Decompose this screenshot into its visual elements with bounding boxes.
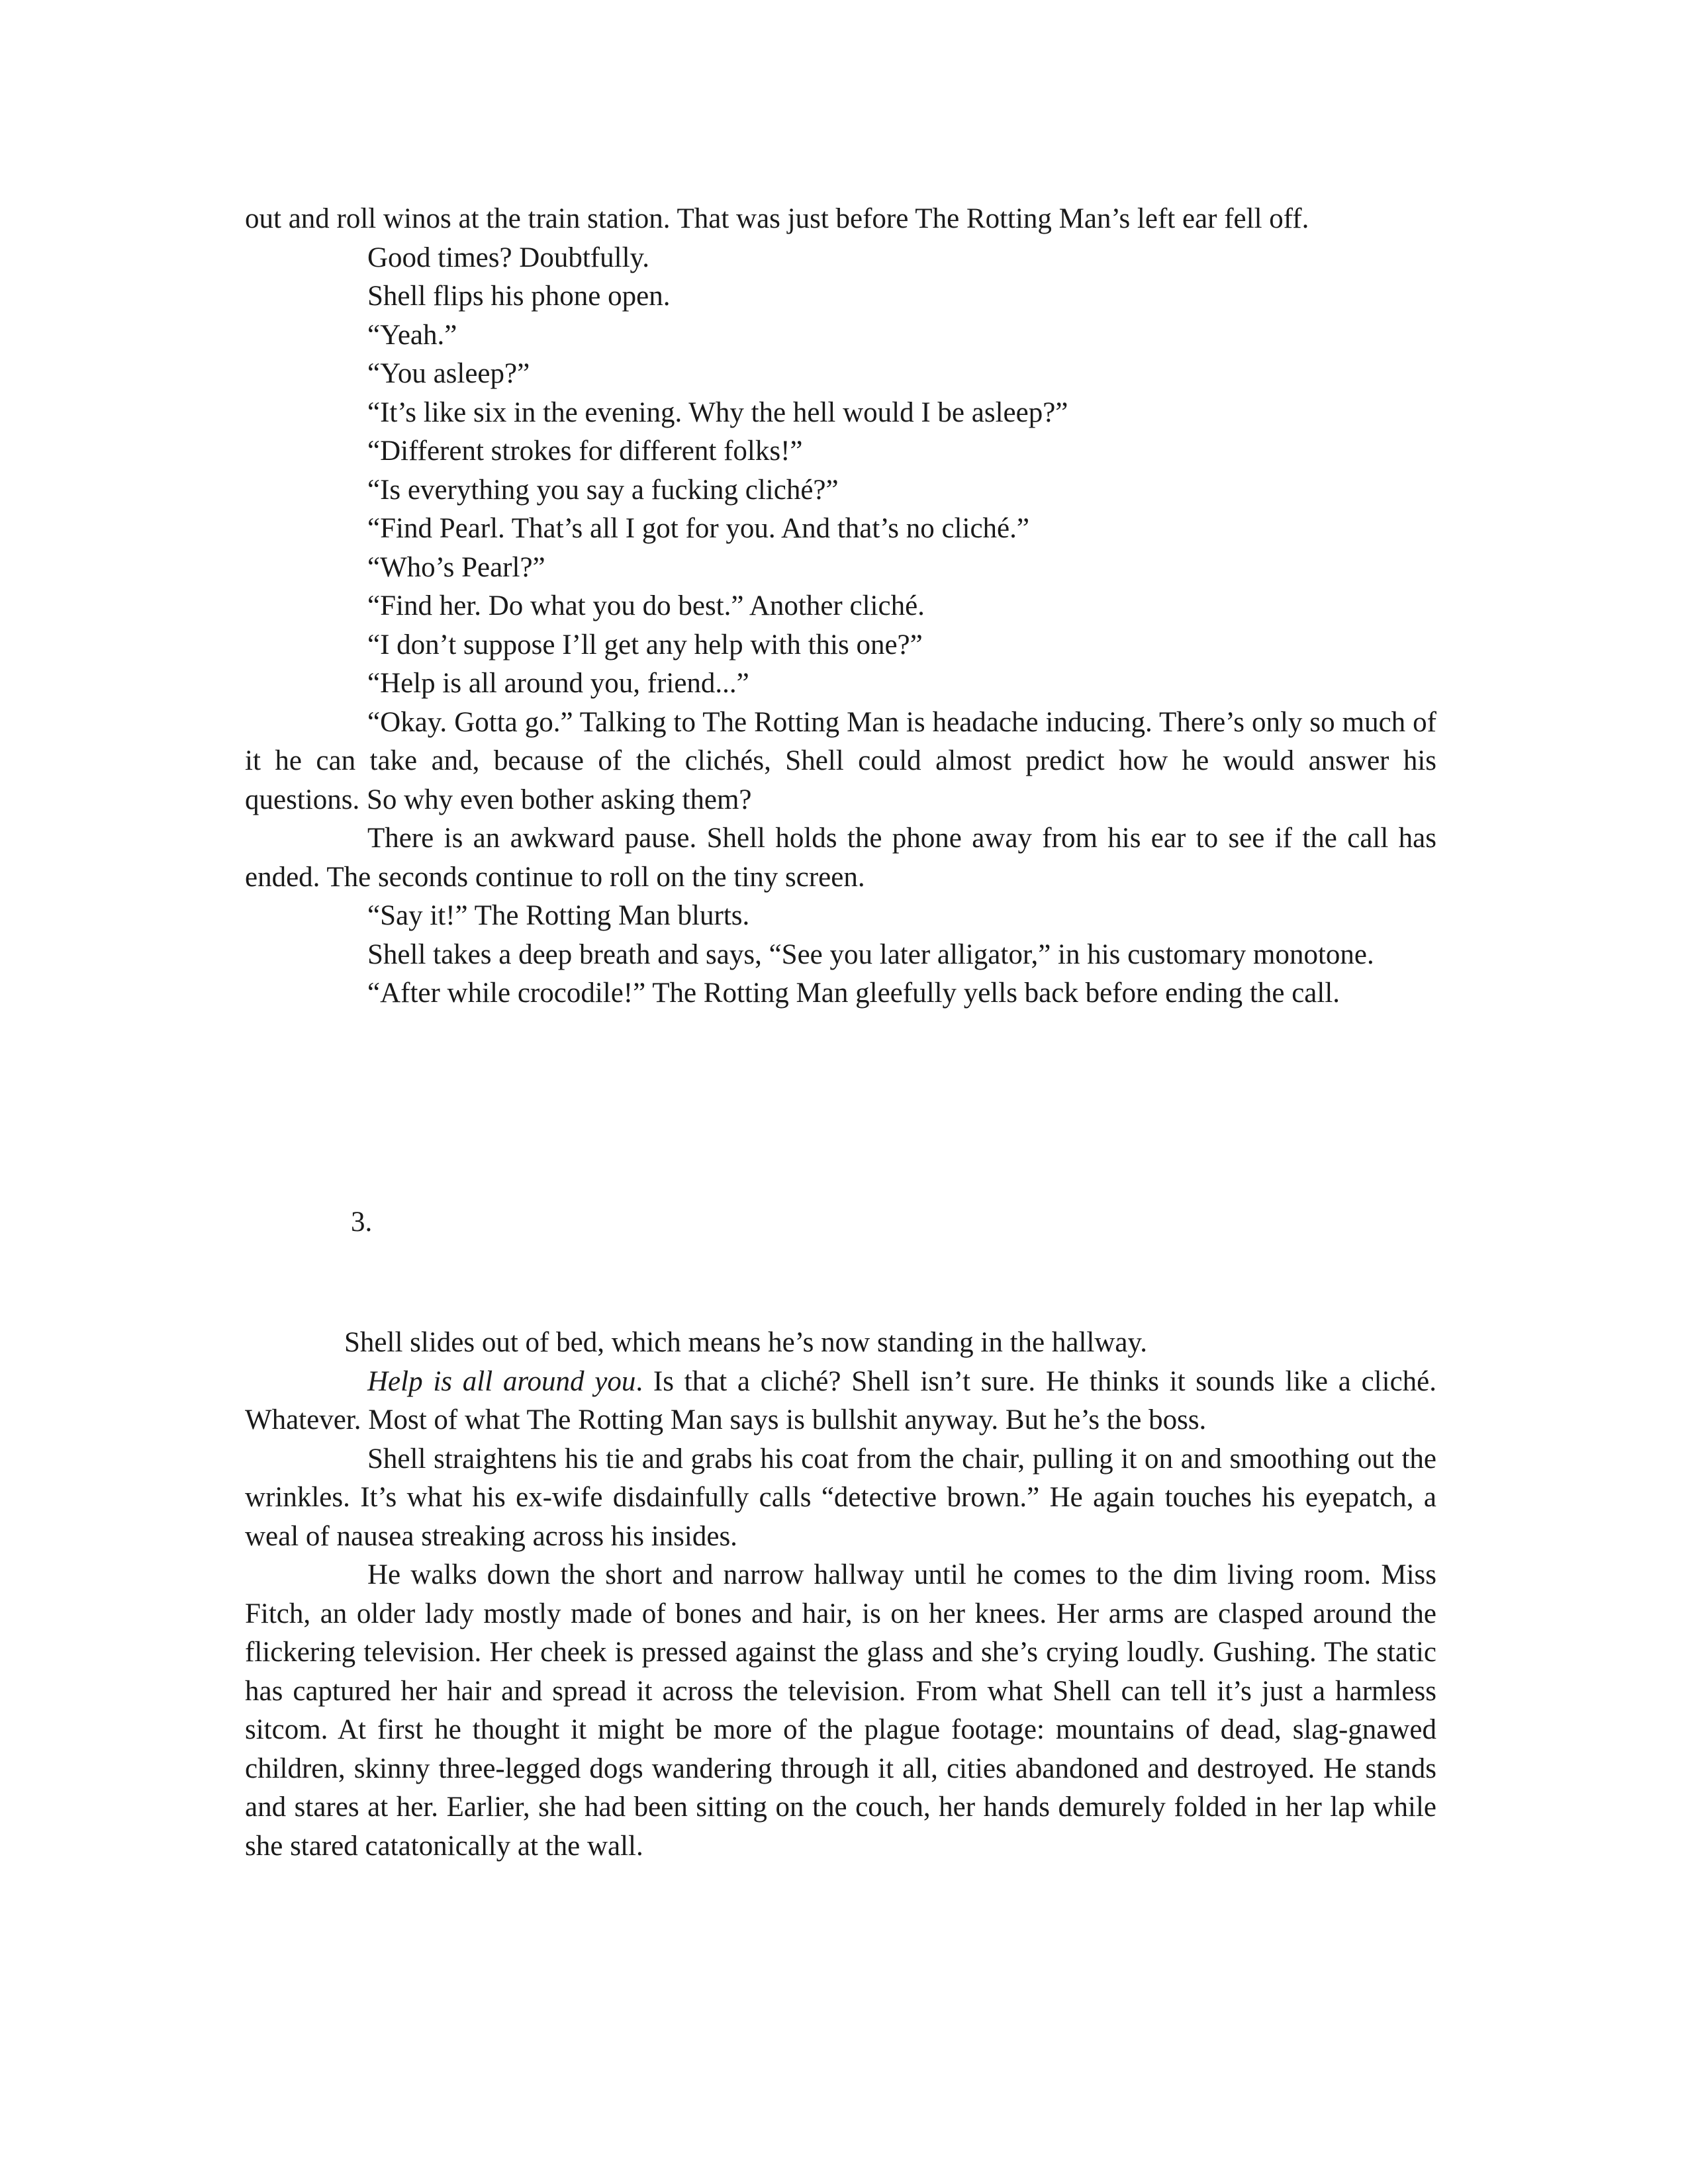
paragraph: “After while crocodile!” The Rotting Man gleefully yells back before ending the call. xyxy=(367,978,1340,1009)
paragraph: “Say it!” The Rotting Man blurts. xyxy=(367,900,750,931)
paragraph: “Help is all around you, friend...” xyxy=(367,668,749,699)
paragraph: Shell takes a deep breath and says, “See you later alligator,” in his customary monotone. xyxy=(367,938,1374,970)
italic-phrase: Help is all around you xyxy=(367,1365,636,1397)
paragraph: Good times? Doubtfully. xyxy=(367,242,649,273)
paragraph: “Yeah.” xyxy=(367,319,457,351)
paragraph: “It’s like six in the evening. Why the hell would I be asleep?” xyxy=(367,396,1068,428)
paragraph: “Find Pearl. That’s all I got for you. And that’s no cliché.” xyxy=(367,513,1029,544)
paragraph: “Different strokes for different folks!” xyxy=(367,435,803,467)
paragraph: “I don’t suppose I’ll get any help with this one?” xyxy=(367,629,923,660)
paragraph: “Is everything you say a fucking cliché?” xyxy=(367,474,839,506)
paragraph: Shell straightens his tie and grabs his coat from the chair, pulling it on and smoothing out the wrinkles. It’s what his ex-wife disdainfully calls “detective brown.” He again touches his eyepatch, a weal of nausea streaking across his insides. xyxy=(245,1443,1436,1552)
paragraph: Shell flips his phone open. xyxy=(367,281,671,312)
paragraph: “Find her. Do what you do best.” Another cliché. xyxy=(367,590,925,621)
section-number: 3. xyxy=(351,1206,373,1238)
paragraph: There is an awkward pause. Shell holds the phone away from his ear to see if the call has ended. The seconds continue to roll on the tiny screen. xyxy=(245,823,1436,893)
paragraph: out and roll winos at the train station. That was just before The Rotting Man’s left ear fell off. xyxy=(245,203,1309,234)
paragraph: He walks down the short and narrow hallway until he comes to the dim living room. Miss Fitch, an older lady mostly made of bones and hair, is on her knees. Her arms are clasped around the flickering television. Her cheek is pressed against the glass and she’s crying loudly. Gushing. The static has captured her hair and spread it across the television. From what Shell can tell it’s just a harmless sitcom. At first he thought it might be more of the plague footage: mountains of dead, slag-gnawed children, skinny three-legged dogs wandering through it all, cities abandoned and destroyed. He stands and stares at her. Earlier, she had been sitting on the couch, her hands demurely folded in her lap while she stared catatonically at the wall. xyxy=(245,1559,1436,1862)
paragraph: “Okay. Gotta go.” Talking to The Rotting Man is headache inducing. There’s only so much of it he can take and, because of the clichés, Shell could almost predict how he would answer his questions. So why even bother asking them? xyxy=(245,706,1436,815)
paragraph: “You asleep?” xyxy=(367,358,530,389)
text-block-bottom xyxy=(245,1324,1436,1866)
paragraph: “Who’s Pearl?” xyxy=(367,551,545,583)
paragraph: Shell slides out of bed, which means he’s now standing in the hallway. xyxy=(344,1327,1147,1358)
paragraph-text: . Is that a cliché? Shell isn’t sure. He thinks it sounds like a cliché. Whatever. Most of what The Rotting Man says is bullshit anyway. But he’s the boss. xyxy=(245,1365,1436,1435)
paragraph xyxy=(245,1363,1436,1440)
text-block-top xyxy=(245,200,1436,1013)
